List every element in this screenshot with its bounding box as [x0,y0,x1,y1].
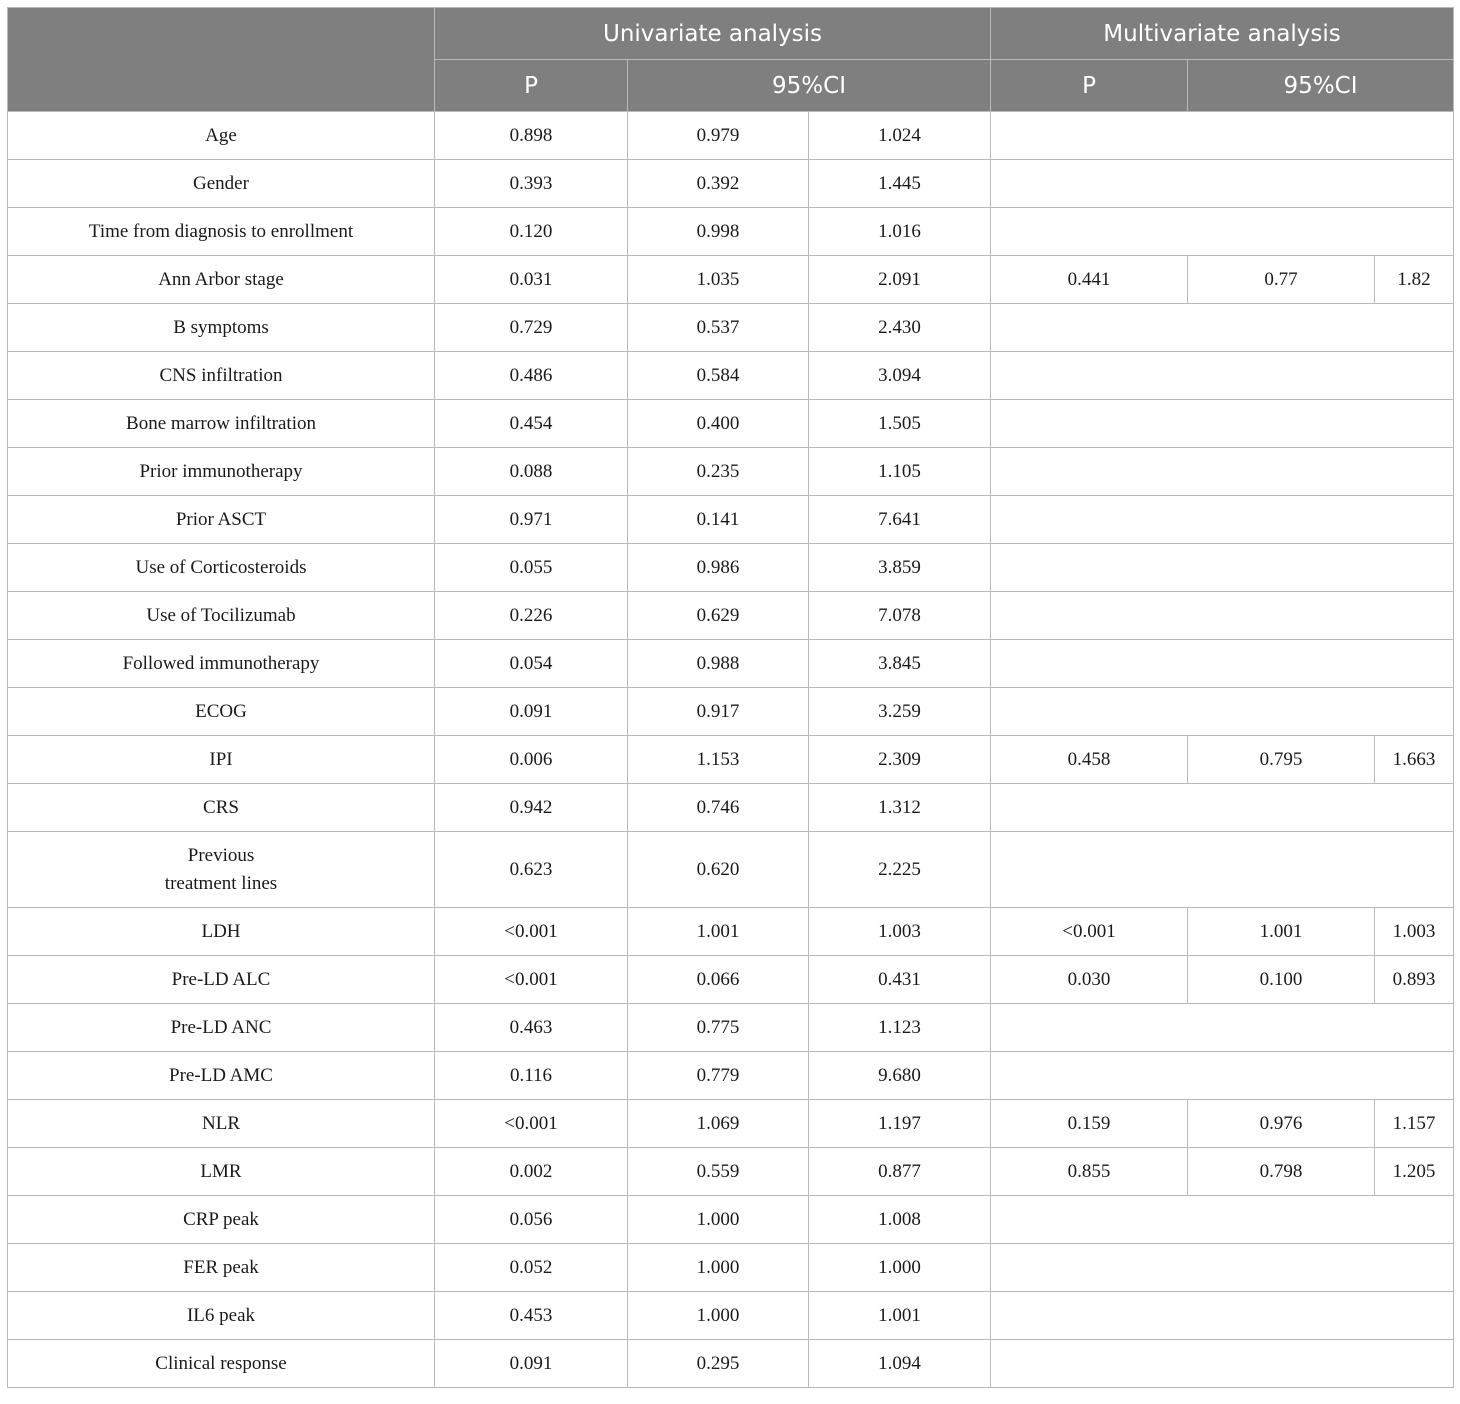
table-row [8,1196,1454,1244]
multi-ci-upper-cell: 0.893 [1375,956,1454,1004]
row-label [8,1244,435,1292]
uni-p-cell: 0.056 [435,1196,628,1244]
row-label [8,1340,435,1388]
header-uni-p: P [435,60,628,112]
row-label [8,160,435,208]
row-label [8,908,435,956]
uni-ci-upper-cell: 1.445 [809,160,991,208]
uni-ci-lower-cell: 1.035 [628,256,809,304]
multi-ci-upper-cell: 1.205 [1375,1148,1454,1196]
uni-ci-upper-cell: 1.000 [809,1244,991,1292]
multi-empty-cell [991,1340,1454,1388]
row-label-text: ECOG [195,700,247,722]
multi-empty-cell [991,160,1454,208]
multi-empty-cell [991,688,1454,736]
multi-empty-cell [991,448,1454,496]
uni-ci-upper-cell: 3.094 [809,352,991,400]
uni-ci-upper-cell: 2.091 [809,256,991,304]
uni-ci-lower-cell: 0.746 [628,784,809,832]
uni-ci-upper-cell: 0.431 [809,956,991,1004]
table-row [8,352,1454,400]
table-row [8,544,1454,592]
uni-p-cell: <0.001 [435,908,628,956]
table-row [8,736,1454,784]
multi-p-cell: 0.030 [991,956,1188,1004]
uni-p-cell: 0.088 [435,448,628,496]
table-row [8,304,1454,352]
row-label [8,400,435,448]
row-label-text: Use of Corticosteroids [135,556,307,578]
uni-ci-lower-cell: 1.000 [628,1244,809,1292]
row-label [8,256,435,304]
row-label-text: CNS infiltration [159,364,283,386]
uni-ci-lower-cell: 0.998 [628,208,809,256]
row-label [8,832,435,908]
uni-ci-lower-cell: 0.235 [628,448,809,496]
row-label [8,1004,435,1052]
uni-ci-upper-cell: 1.024 [809,112,991,160]
row-label [8,496,435,544]
multi-p-cell: 0.458 [991,736,1188,784]
uni-ci-lower-cell: 0.779 [628,1052,809,1100]
row-label-text: IL6 peak [186,1304,256,1326]
header-blank [8,8,435,112]
table-row [8,908,1454,956]
table-row [8,112,1454,160]
row-label-text: Ann Arbor stage [158,268,284,290]
uni-p-cell: 0.002 [435,1148,628,1196]
multi-empty-cell [991,208,1454,256]
uni-ci-upper-cell: 1.123 [809,1004,991,1052]
uni-ci-lower-cell: 1.153 [628,736,809,784]
multi-empty-cell [991,1196,1454,1244]
uni-p-cell: <0.001 [435,1100,628,1148]
uni-p-cell: 0.454 [435,400,628,448]
table-row [8,1340,1454,1388]
multi-ci-lower-cell: 0.77 [1188,256,1375,304]
row-label-text: LMR [200,1160,242,1182]
uni-ci-lower-cell: 0.775 [628,1004,809,1052]
row-label [8,304,435,352]
uni-ci-lower-cell: 0.629 [628,592,809,640]
row-label-text: Prior immunotherapy [139,460,303,482]
row-label [8,544,435,592]
uni-ci-lower-cell: 0.392 [628,160,809,208]
row-label [8,1052,435,1100]
uni-ci-upper-cell: 1.003 [809,908,991,956]
row-label [8,352,435,400]
multi-p-cell: <0.001 [991,908,1188,956]
uni-ci-lower-cell: 0.584 [628,352,809,400]
uni-ci-upper-cell: 1.094 [809,1340,991,1388]
uni-ci-lower-cell: 1.000 [628,1292,809,1340]
uni-ci-upper-cell: 1.016 [809,208,991,256]
uni-ci-lower-cell: 1.000 [628,1196,809,1244]
row-label-text: IPI [209,748,233,770]
row-label [8,448,435,496]
table-row [8,640,1454,688]
multi-empty-cell [991,352,1454,400]
row-label-text: Pre-LD ALC [171,968,271,990]
uni-ci-lower-cell: 0.400 [628,400,809,448]
uni-ci-lower-cell: 1.001 [628,908,809,956]
uni-ci-upper-cell: 2.309 [809,736,991,784]
row-label [8,784,435,832]
uni-p-cell: 0.453 [435,1292,628,1340]
header-multivariate: Multivariate analysis [991,8,1454,60]
uni-ci-lower-cell: 1.069 [628,1100,809,1148]
multi-p-cell: 0.441 [991,256,1188,304]
multi-empty-cell [991,832,1454,908]
row-label-text: LDH [201,920,241,942]
uni-p-cell: 0.729 [435,304,628,352]
row-label [8,688,435,736]
header-multi-ci: 95%CI [1188,60,1454,112]
row-label [8,112,435,160]
row-label-text: Gender [193,172,249,194]
row-label-text: Prior ASCT [175,508,267,530]
analysis-table [7,7,1454,1388]
row-label-text: Use of Tocilizumab [146,604,296,626]
multi-empty-cell [991,496,1454,544]
uni-ci-lower-cell: 0.986 [628,544,809,592]
table-row [8,1292,1454,1340]
multi-ci-upper-cell: 1.003 [1375,908,1454,956]
uni-p-cell: 0.120 [435,208,628,256]
row-label [8,956,435,1004]
uni-p-cell: 0.226 [435,592,628,640]
multi-empty-cell [991,112,1454,160]
header-univariate: Univariate analysis [435,8,991,60]
row-label-text: FER peak [183,1256,259,1278]
uni-p-cell: 0.393 [435,160,628,208]
row-label-text: Clinical response [155,1352,287,1374]
uni-ci-upper-cell: 3.259 [809,688,991,736]
table-row [8,1004,1454,1052]
row-label [8,1196,435,1244]
table-header [8,8,1454,112]
uni-ci-upper-cell: 1.001 [809,1292,991,1340]
row-label-text: CRS [203,796,239,818]
uni-ci-lower-cell: 0.979 [628,112,809,160]
multi-p-cell: 0.855 [991,1148,1188,1196]
table-row [8,448,1454,496]
row-label [8,208,435,256]
row-label-text: Previous [187,844,255,866]
table-row [8,956,1454,1004]
uni-p-cell: 0.054 [435,640,628,688]
uni-ci-upper-cell: 2.430 [809,304,991,352]
table-row [8,1052,1454,1100]
uni-p-cell: 0.623 [435,832,628,908]
uni-ci-upper-cell: 9.680 [809,1052,991,1100]
uni-ci-upper-cell: 3.845 [809,640,991,688]
uni-p-cell: 0.116 [435,1052,628,1100]
multi-empty-cell [991,400,1454,448]
table-row [8,256,1454,304]
table-row [8,400,1454,448]
uni-ci-upper-cell: 1.105 [809,448,991,496]
multi-p-cell: 0.159 [991,1100,1188,1148]
row-label [8,1100,435,1148]
header-multi-p: P [991,60,1188,112]
table-body [8,112,1454,1388]
table-row [8,208,1454,256]
uni-ci-lower-cell: 0.066 [628,956,809,1004]
uni-ci-lower-cell: 0.988 [628,640,809,688]
row-label [8,1292,435,1340]
row-label-text: CRP peak [183,1208,259,1230]
uni-ci-lower-cell: 0.917 [628,688,809,736]
table-row [8,496,1454,544]
multi-ci-upper-cell: 1.82 [1375,256,1454,304]
uni-p-cell: 0.463 [435,1004,628,1052]
uni-p-cell: 0.006 [435,736,628,784]
row-label [8,1148,435,1196]
multi-empty-cell [991,544,1454,592]
multi-ci-lower-cell: 0.976 [1188,1100,1375,1148]
row-label-text: Bone marrow infiltration [126,412,316,434]
table-row [8,160,1454,208]
uni-ci-upper-cell: 1.505 [809,400,991,448]
row-label-text-line2: treatment lines [164,872,278,894]
uni-ci-lower-cell: 0.559 [628,1148,809,1196]
uni-p-cell: 0.486 [435,352,628,400]
table-row [8,832,1454,908]
row-label [8,640,435,688]
row-label-text: Age [205,124,237,146]
uni-p-cell: 0.971 [435,496,628,544]
uni-ci-lower-cell: 0.537 [628,304,809,352]
multi-empty-cell [991,592,1454,640]
uni-p-cell: 0.942 [435,784,628,832]
table-row [8,592,1454,640]
row-label-text: Pre-LD AMC [169,1064,273,1086]
multi-ci-upper-cell: 1.157 [1375,1100,1454,1148]
row-label-text: Time from diagnosis to enrollment [88,220,354,242]
header-group-row [8,8,1454,60]
uni-ci-upper-cell: 7.641 [809,496,991,544]
table-row [8,1148,1454,1196]
uni-p-cell: 0.091 [435,1340,628,1388]
multi-empty-cell [991,1004,1454,1052]
table-row [8,1100,1454,1148]
uni-p-cell: 0.031 [435,256,628,304]
multi-empty-cell [991,1244,1454,1292]
uni-ci-upper-cell: 1.312 [809,784,991,832]
uni-ci-upper-cell: 0.877 [809,1148,991,1196]
row-label-text: Followed immunotherapy [122,652,320,674]
uni-ci-upper-cell: 2.225 [809,832,991,908]
multi-ci-upper-cell: 1.663 [1375,736,1454,784]
uni-ci-lower-cell: 0.141 [628,496,809,544]
uni-ci-lower-cell: 0.620 [628,832,809,908]
uni-p-cell: 0.055 [435,544,628,592]
multi-empty-cell [991,1292,1454,1340]
multi-ci-lower-cell: 1.001 [1188,908,1375,956]
multi-empty-cell [991,784,1454,832]
multi-empty-cell [991,304,1454,352]
uni-p-cell: 0.091 [435,688,628,736]
uni-p-cell: 0.898 [435,112,628,160]
multi-ci-lower-cell: 0.795 [1188,736,1375,784]
uni-p-cell: <0.001 [435,956,628,1004]
multi-empty-cell [991,640,1454,688]
row-label-text: Pre-LD ANC [170,1016,272,1038]
row-label [8,592,435,640]
table-row [8,1244,1454,1292]
multi-empty-cell [991,1052,1454,1100]
row-label-text: B symptoms [173,316,269,338]
row-label-text: NLR [202,1112,240,1134]
uni-ci-upper-cell: 1.197 [809,1100,991,1148]
uni-ci-upper-cell: 7.078 [809,592,991,640]
table-row [8,784,1454,832]
uni-p-cell: 0.052 [435,1244,628,1292]
multi-ci-lower-cell: 0.100 [1188,956,1375,1004]
uni-ci-lower-cell: 0.295 [628,1340,809,1388]
table-row [8,688,1454,736]
multi-ci-lower-cell: 0.798 [1188,1148,1375,1196]
uni-ci-upper-cell: 3.859 [809,544,991,592]
uni-ci-upper-cell: 1.008 [809,1196,991,1244]
header-uni-ci: 95%CI [628,60,991,112]
row-label [8,736,435,784]
